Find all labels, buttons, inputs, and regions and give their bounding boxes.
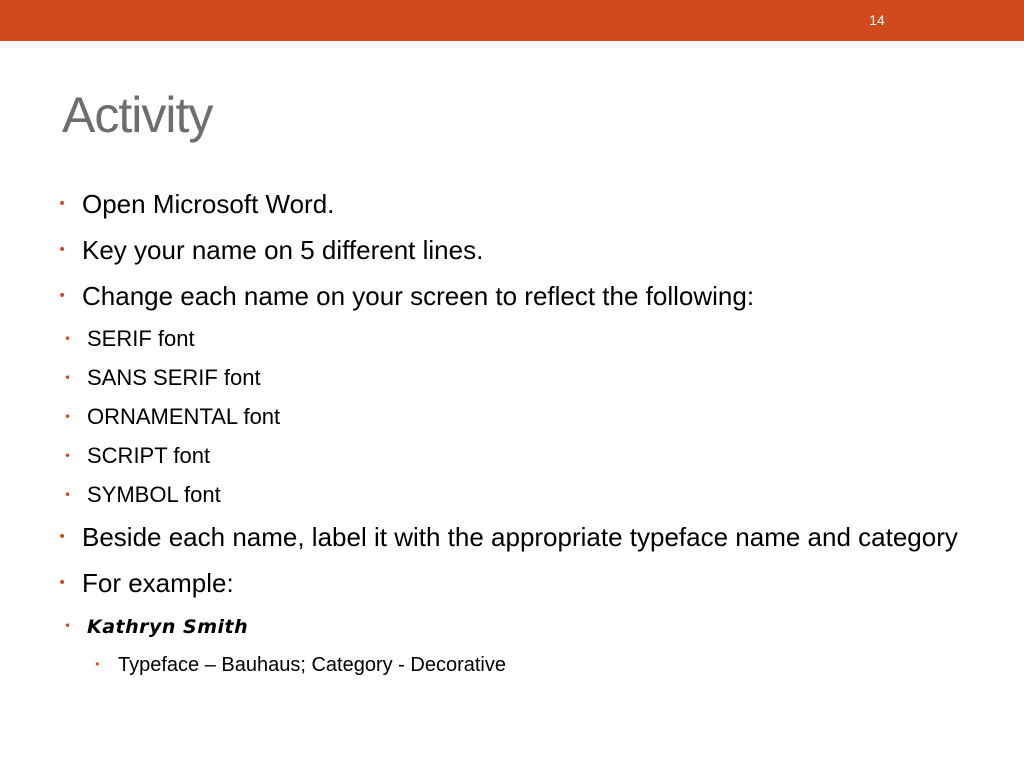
- bullet-icon: •: [64, 449, 72, 463]
- example-list: [56, 611, 976, 679]
- font-type-label: SCRIPT font: [87, 443, 211, 468]
- bullet-icon: •: [64, 371, 72, 385]
- font-type-item: [56, 480, 976, 510]
- bullet-label-typeface: [56, 519, 976, 556]
- font-type-item: [56, 402, 976, 432]
- slide-body: [56, 186, 976, 679]
- bullet-change-names: [56, 278, 976, 315]
- font-type-label: SANS SERIF font: [87, 365, 261, 390]
- bullet-icon: •: [94, 658, 101, 671]
- font-type-list: [56, 324, 976, 510]
- bullet-icon: •: [58, 242, 67, 258]
- font-type-label: SERIF font: [87, 326, 195, 351]
- slide-title: Activity: [62, 87, 213, 143]
- font-type-list-wrapper: [56, 324, 976, 510]
- bullet-text: For example:: [82, 568, 234, 598]
- example-detail-item: [56, 651, 976, 679]
- font-type-item: [56, 324, 976, 354]
- example-detail: Typeface – Bauhaus; Category - Decorative: [118, 654, 506, 676]
- example-wrapper: [56, 611, 976, 679]
- bullet-icon: •: [64, 619, 72, 633]
- bullet-icon: •: [58, 529, 67, 545]
- bullet-text: Change each name on your screen to reflect the following:: [82, 281, 755, 311]
- bullet-text: Open Microsoft Word.: [82, 189, 335, 219]
- bullet-icon: •: [64, 332, 72, 346]
- example-name: Kathryn Smith: [87, 616, 249, 638]
- bullet-icon: •: [64, 488, 72, 502]
- font-type-label: SYMBOL font: [87, 482, 221, 507]
- bullet-text: Beside each name, label it with the appropriate typeface name and category: [82, 522, 958, 552]
- bullet-text: Key your name on 5 different lines.: [82, 235, 484, 265]
- bullet-key-name: [56, 232, 976, 269]
- slide-number: 14: [869, 12, 885, 28]
- example-name-item: [56, 611, 976, 642]
- font-type-label: ORNAMENTAL font: [87, 404, 281, 429]
- bullet-icon: •: [64, 410, 72, 424]
- top-accent-bar: [0, 0, 1024, 41]
- bullet-icon: •: [58, 196, 67, 212]
- font-type-item: [56, 363, 976, 393]
- bullet-open-word: [56, 186, 976, 223]
- bullet-icon: •: [58, 575, 67, 591]
- bullet-icon: •: [58, 288, 67, 304]
- bullet-for-example: [56, 565, 976, 602]
- font-type-item: [56, 441, 976, 471]
